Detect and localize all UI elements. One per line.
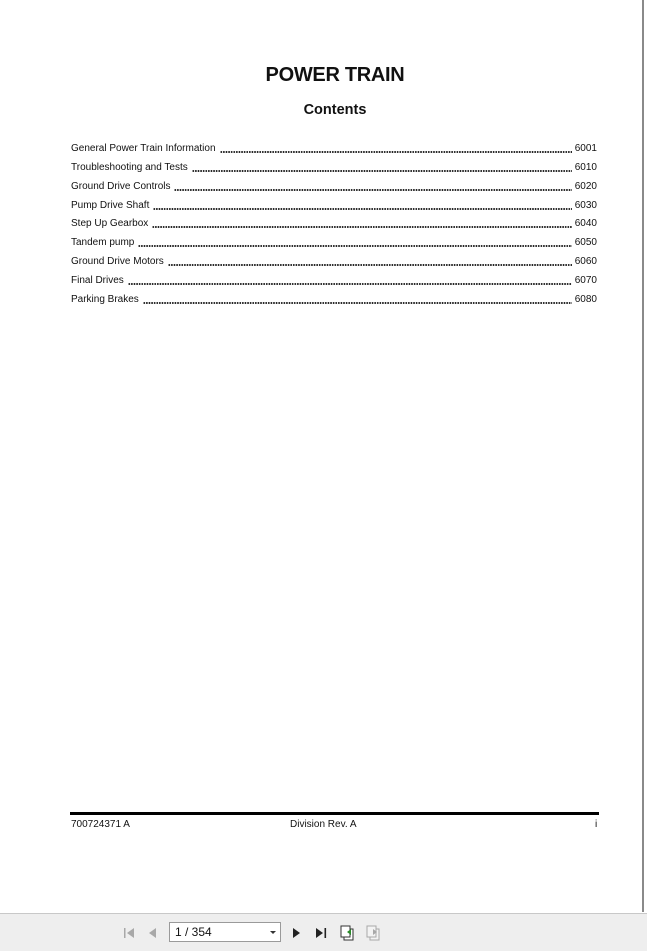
footer-rule [70, 812, 599, 815]
toc-entry-page: 6030 [574, 199, 597, 211]
toc-leader-dots [128, 283, 572, 285]
previous-view-icon[interactable] [336, 922, 358, 944]
toc-entry-page: 6020 [574, 180, 597, 192]
toc-entry-page: 6060 [574, 256, 597, 268]
next-view-icon[interactable] [362, 922, 384, 944]
toc-entry-page: 6010 [574, 161, 597, 173]
toc-entry-title: Parking Brakes [71, 294, 139, 306]
first-page-icon[interactable] [118, 922, 140, 944]
toc-entry[interactable] [71, 137, 597, 156]
toc-entry-page: 6050 [574, 237, 597, 249]
toc-entry[interactable] [71, 231, 597, 250]
toc-leader-dots [168, 264, 572, 266]
toc-leader-dots [220, 151, 572, 153]
next-page-icon[interactable] [285, 922, 307, 944]
toc-entry-page: 6001 [574, 142, 597, 154]
toc-entry-title: Step Up Gearbox [71, 218, 149, 230]
toc-entry-title: Ground Drive Motors [71, 256, 164, 268]
toc-entry-page: 6040 [574, 218, 597, 230]
toc-entry-page: 6070 [574, 275, 597, 287]
toc-leader-dots [192, 170, 572, 172]
page-number-field[interactable] [169, 922, 281, 942]
navigation-toolbar [0, 913, 647, 951]
toc-entry[interactable] [71, 175, 597, 194]
toc-leader-dots [174, 189, 571, 191]
toc-entry-title: Ground Drive Controls [71, 180, 171, 192]
toc-leader-dots [153, 208, 571, 210]
last-page-icon[interactable] [310, 922, 332, 944]
toc-entry[interactable] [71, 213, 597, 232]
chevron-down-icon[interactable] [270, 931, 276, 934]
toc-entry-title: Troubleshooting and Tests [71, 161, 188, 173]
table-of-contents [71, 137, 597, 307]
page-indicator-text: 1 / 354 [175, 925, 212, 939]
toc-leader-dots [143, 302, 572, 304]
footer-document-number: 700724371 A [71, 819, 130, 830]
toc-leader-dots [138, 245, 571, 247]
toc-entry[interactable] [71, 194, 597, 213]
toc-entry[interactable] [71, 288, 597, 307]
footer-page-number: i [595, 819, 598, 830]
toc-entry-title: General Power Train Information [71, 142, 216, 154]
toc-leader-dots [152, 226, 571, 228]
toc-entry[interactable] [71, 156, 597, 175]
toc-entry-title: Tandem pump [71, 237, 135, 249]
page-title: POWER TRAIN [265, 64, 405, 86]
toc-entry[interactable] [71, 250, 597, 269]
contents-heading: Contents [303, 102, 367, 118]
previous-page-icon[interactable] [142, 922, 164, 944]
toc-entry-title: Final Drives [71, 275, 124, 287]
toc-entry-page: 6080 [574, 294, 597, 306]
toc-entry[interactable] [71, 269, 597, 288]
footer-revision: Division Rev. A [290, 819, 357, 830]
toc-entry-title: Pump Drive Shaft [71, 199, 150, 211]
